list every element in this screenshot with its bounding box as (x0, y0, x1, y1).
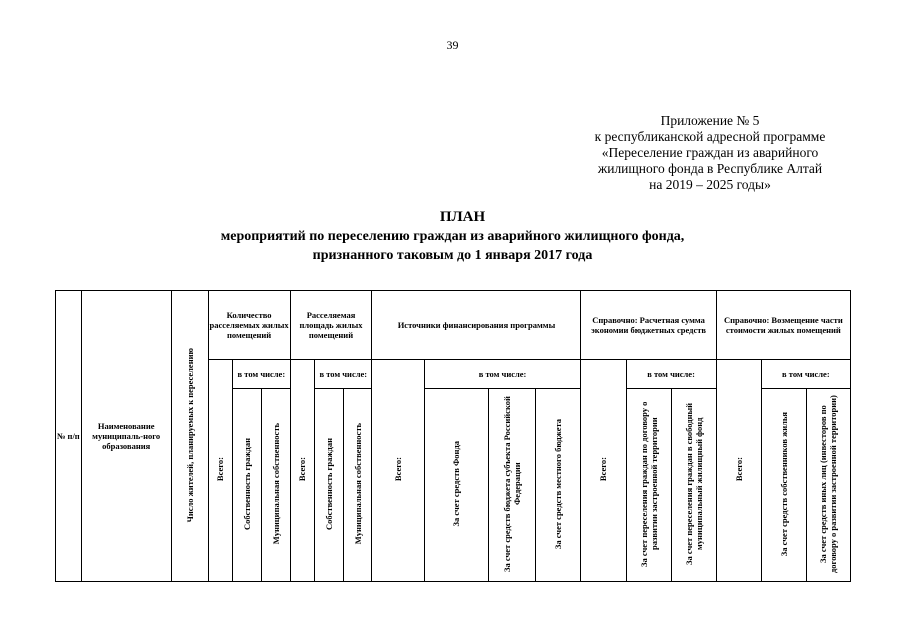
header-area-citizens: Собственность граждан (315, 389, 344, 582)
header-owners-means: За счет средств собственников жилья (761, 389, 806, 582)
header-subject-budget: За счет средств бюджета субъекта Российской Федерации (489, 389, 536, 582)
header-reimburse-total: Всего: (716, 360, 761, 582)
header-funding-sources: Источники финансирования программы (372, 291, 581, 360)
header-reimburse-incl: в том числе: (761, 360, 850, 389)
header-budget-savings: Справочно: Расчетная сумма экономии бюджетных средств (581, 291, 716, 360)
header-residents: Число жителей, планируемых к переселению (171, 291, 208, 582)
appendix-line: жилищного фонда в Республике Алтай (597, 161, 823, 176)
plan-table (55, 290, 851, 582)
header-area-municipal: Муниципальная собственность (343, 389, 372, 582)
title-line: мероприятий по переселению граждан из аварийного жилищного фонда, (220, 229, 685, 244)
header-savings-development: За счет переселения граждан по договору о развитии застроенной территории (626, 389, 671, 582)
appendix-line: Приложение № 5 (660, 113, 760, 128)
appendix-line: к республиканской адресной программе (594, 129, 826, 144)
header-rooms-total: Всего: (208, 360, 233, 582)
header-cost-reimbursement: Справочно: Возмещение части стоимости жилых помещений (716, 291, 850, 360)
appendix-line: «Переселение граждан из аварийного (601, 145, 819, 160)
header-rooms-municipal: Муниципальная собственность (261, 389, 290, 582)
appendix-line: на 2019 – 2025 годы» (649, 177, 771, 192)
appendix-header (560, 113, 860, 193)
header-sources-incl: в том числе: (424, 360, 581, 389)
header-other-investors: За счет средств иных лиц (инвесторов по договору о развитии застроенной территории) (806, 389, 850, 582)
header-area-total: Всего: (290, 360, 315, 582)
header-rooms-count: Количество расселяемых жилых помещений (208, 291, 290, 360)
header-savings-total: Всего: (581, 360, 626, 582)
page-number: 39 (446, 38, 459, 52)
header-rooms-incl: в том числе: (233, 360, 290, 389)
header-savings-incl: в том числе: (626, 360, 716, 389)
title-line: признанного таковым до 1 января 2017 года (312, 248, 593, 263)
header-fund-means: За счет средств Фонда (424, 389, 489, 582)
title-plan: ПЛАН (439, 209, 486, 225)
header-resettled-area: Расселяемая площадь жилых помещений (290, 291, 372, 360)
header-number: № п/п (56, 291, 82, 582)
document-title (0, 208, 905, 265)
header-rooms-citizens: Собственность граждан (233, 389, 262, 582)
header-savings-free-fund: За счет переселения граждан в свободный муниципальный жилищный фонд (671, 389, 716, 582)
header-area-incl: в том числе: (315, 360, 372, 389)
header-local-budget: За счет средств местного бюджета (536, 389, 581, 582)
header-municipality: Наименование муниципаль-ного образования (81, 291, 171, 582)
header-sources-total: Всего: (372, 360, 424, 582)
